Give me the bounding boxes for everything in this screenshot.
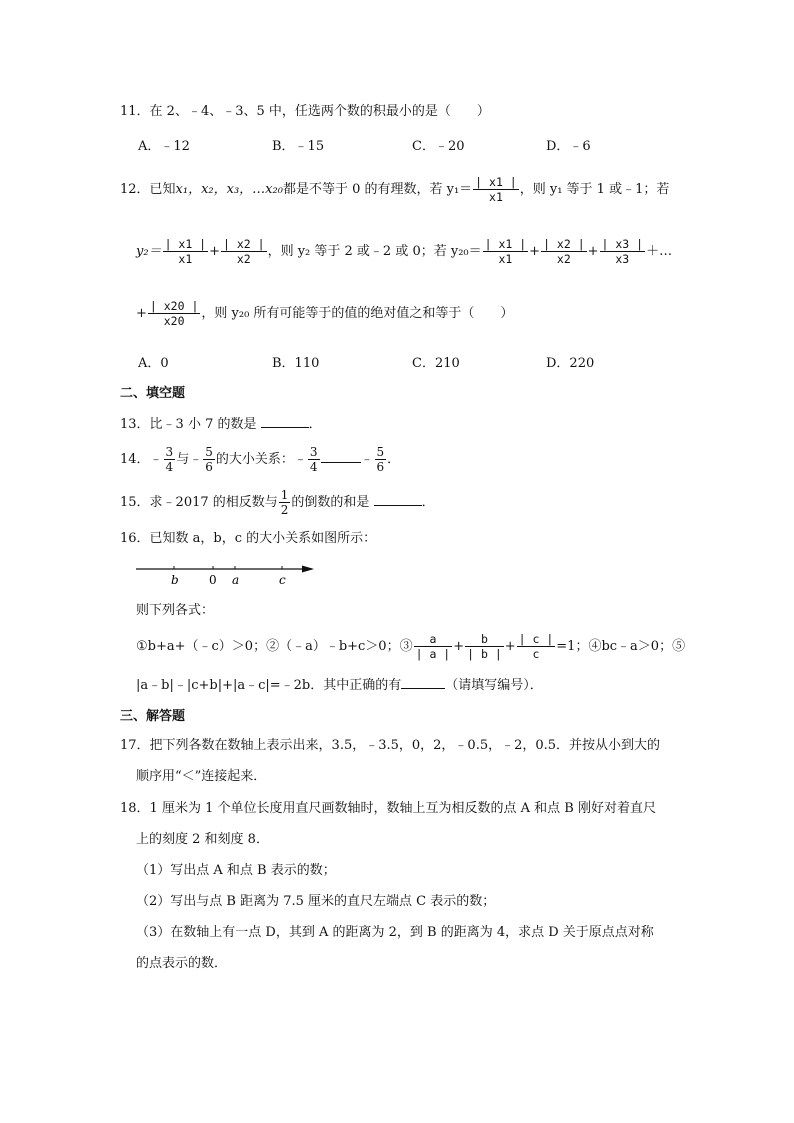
label-0: 0 <box>209 573 217 587</box>
q18-part3: （3）在数轴上有一点 D，其到 A 的距离为 2，到 B 的距离为 4，求点 D 关于原点点对称 <box>136 925 654 940</box>
q14: 14．﹣ $\frac{3}{4}$ 与﹣ $\frac{5}{6}$ 的大小关系：﹣ $\frac{3}{4}$ ﹣ $\frac{5}{6}$ ． <box>120 445 401 474</box>
q17-line2: 顺序用“＜”连接起来． <box>136 769 267 784</box>
frac-y1: $\frac{| x1 |}{x1}$ <box>475 175 517 204</box>
q18-part1: （1）写出点 A 和点 B 表示的数； <box>136 863 336 878</box>
frac-a-abs-a: $\frac{a}{| a |}$ <box>415 632 451 661</box>
frac-abs-c-c: $\frac{| c |}{c}$ <box>518 632 554 661</box>
q11-option-b: B．﹣15 <box>272 139 325 154</box>
q11-option-a: A．﹣12 <box>138 139 190 154</box>
label-b: b <box>171 573 179 587</box>
q12-option-a: A．0 <box>138 356 169 371</box>
frac-3-4b: $\frac{3}{4}$ <box>309 445 318 474</box>
frac-x1: $\frac{| x1 |}{x1}$ <box>164 237 207 266</box>
q16-sub: 则下列各式： <box>136 603 215 618</box>
frac-1-2: $\frac{1}{2}$ <box>280 488 289 517</box>
label-a: a <box>232 573 240 587</box>
q13: 13．比﹣3 小 7 的数是 ． <box>120 417 322 432</box>
q15-answer-blank[interactable] <box>374 493 422 506</box>
arrow-icon <box>302 566 314 573</box>
frac-x1b: $\frac{| x1 |}{x1}$ <box>484 237 527 266</box>
label-c: c <box>279 573 286 587</box>
frac-3-4: $\frac{3}{4}$ <box>165 445 174 474</box>
frac-x2b: $\frac{| x2 |}{x2}$ <box>543 237 585 266</box>
q12-vars: x₁，x₂，x₃，…x₂₀ <box>175 182 283 197</box>
q12-mid: 都是不等于 0 的有理数，若 y₁＝ <box>282 182 473 197</box>
q12-option-d: D．220 <box>546 356 595 371</box>
q12-option-b: B．110 <box>272 356 320 371</box>
q16-answer-blank[interactable] <box>401 676 445 689</box>
q12-option-c: C．210 <box>412 356 460 371</box>
frac-x2: $\frac{| x2 |}{x2}$ <box>223 237 265 266</box>
section-fill-in-title: 二、填空题 <box>120 386 186 401</box>
frac-x3: $\frac{| x3 |}{x3}$ <box>601 237 644 266</box>
frac-b-abs-b: $\frac{b}{| b |}$ <box>467 632 502 661</box>
frac-5-6b: $\frac{5}{6}$ <box>376 445 385 474</box>
section-answer-title: 三、解答题 <box>120 709 186 724</box>
q16-stem: 16．已知数 a，b，c 的大小关系如图所示： <box>120 531 377 546</box>
q11-option-c: C．﹣20 <box>412 139 465 154</box>
q16-formulas-line2: |a﹣b|﹣|c+b|+|a﹣c|=﹣2b．其中正确的有 （请填写编号）． <box>136 678 543 693</box>
q18-line1: 18．1 厘米为 1 个单位长度用直尺画数轴时，数轴上互为相反数的点 A 和点 B 刚好对着直尺 <box>120 801 656 816</box>
q14-answer-blank[interactable] <box>321 450 361 463</box>
q11-stem: 11．在 2、﹣4、﹣3、5 中，任选两个数的积最小的是（ ） <box>120 104 490 119</box>
frac-x20: $\frac{| x20 |}{x20}$ <box>149 299 199 328</box>
q18-part2: （2）写出与点 B 距离为 7.5 厘米的直尺左端点 C 表示的数； <box>136 894 496 909</box>
q17-line1: 17．把下列各数在数轴上表示出来，3.5，﹣3.5，0，2，﹣0.5，﹣2，0.5．并按从小到大的 <box>120 738 661 753</box>
q11-option-d: D．﹣6 <box>546 139 591 154</box>
q18-part4: 的点表示的数． <box>136 956 228 971</box>
q18-line2: 上的刻度 2 和刻度 8． <box>136 832 269 847</box>
q12-lead: 12．已知 <box>120 182 176 197</box>
q16-formulas-line1: ①b+a+（﹣c）＞0；②（﹣a）﹣b+c＞0；③ $\frac{a}{| a |}$ + $\frac{b}{| b |}$ + $\frac{| c |}{c}$ =1；④bc﹣a＞0；⑤ <box>136 632 686 661</box>
frac-5-6: $\frac{5}{6}$ <box>205 445 213 474</box>
q12-line1 <box>120 170 669 210</box>
q13-answer-blank[interactable] <box>261 415 309 428</box>
q12-line2: y₂＝ $\frac{| x1 |}{x1}$ + $\frac{| x2 |}{x2}$ ，则 y₂ 等于 2 或﹣2 或 0；若 y₂₀＝ $\frac{| x1 |}{x1}$ + $\frac{| x2 |}{x2}$ + $\frac{| x3 |}{x3}$ ＋… <box>136 237 673 266</box>
q12-after-y1: ，则 y₁ 等于 1 或﹣1；若 <box>519 182 670 197</box>
q12-line3: + $\frac{| x20 |}{x20}$ ，则 y₂₀ 所有可能等于的值的绝对值之和等于（ ） <box>136 299 514 328</box>
number-line-diagram <box>136 558 326 590</box>
q15: 15．求﹣2017 的相反数与 $\frac{1}{2}$ 的倒数的和是 ． <box>120 488 435 517</box>
